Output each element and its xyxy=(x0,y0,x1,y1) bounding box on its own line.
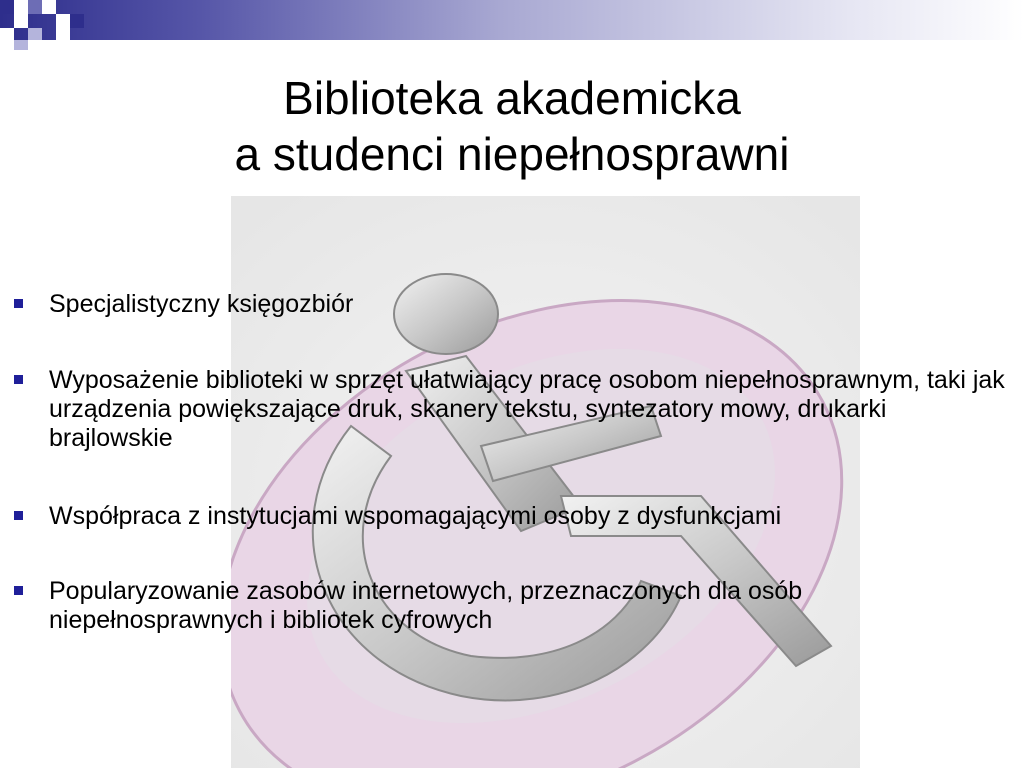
bullet-square-icon xyxy=(14,511,23,520)
slide-title xyxy=(0,70,1024,182)
bullet-text: Specjalistyczny księgozbiór xyxy=(49,290,354,318)
bullet-text: Popularyzowanie zasobów internetowych, przeznaczonych dla osób niepełnosprawnych i bibliotek cyfrowych xyxy=(49,577,803,634)
list-item xyxy=(12,577,1012,635)
wheelchair-accessibility-icon xyxy=(231,196,860,768)
title-line-2: a studenci niepełnosprawni xyxy=(234,128,790,180)
list-item xyxy=(12,366,1012,453)
bullet-text: Współpraca z instytucjami wspomagającymi osoby z dysfunkcjami xyxy=(49,502,782,530)
bullet-square-icon xyxy=(14,375,23,384)
bullet-text: Wyposażenie biblioteki w sprzęt ułatwiający pracę osobom niepełnosprawnym, taki jak urządzenia powiększające druk, skanery tekstu, syntezatory mowy, drukarki brajlowskie xyxy=(49,366,1005,452)
list-item xyxy=(12,290,353,319)
list-item xyxy=(12,502,781,531)
bullet-square-icon xyxy=(14,299,23,308)
bullet-square-icon xyxy=(14,586,23,595)
title-line-1: Biblioteka akademicka xyxy=(283,72,741,124)
header-divider xyxy=(0,40,1024,50)
header-gradient-band xyxy=(0,0,1024,40)
